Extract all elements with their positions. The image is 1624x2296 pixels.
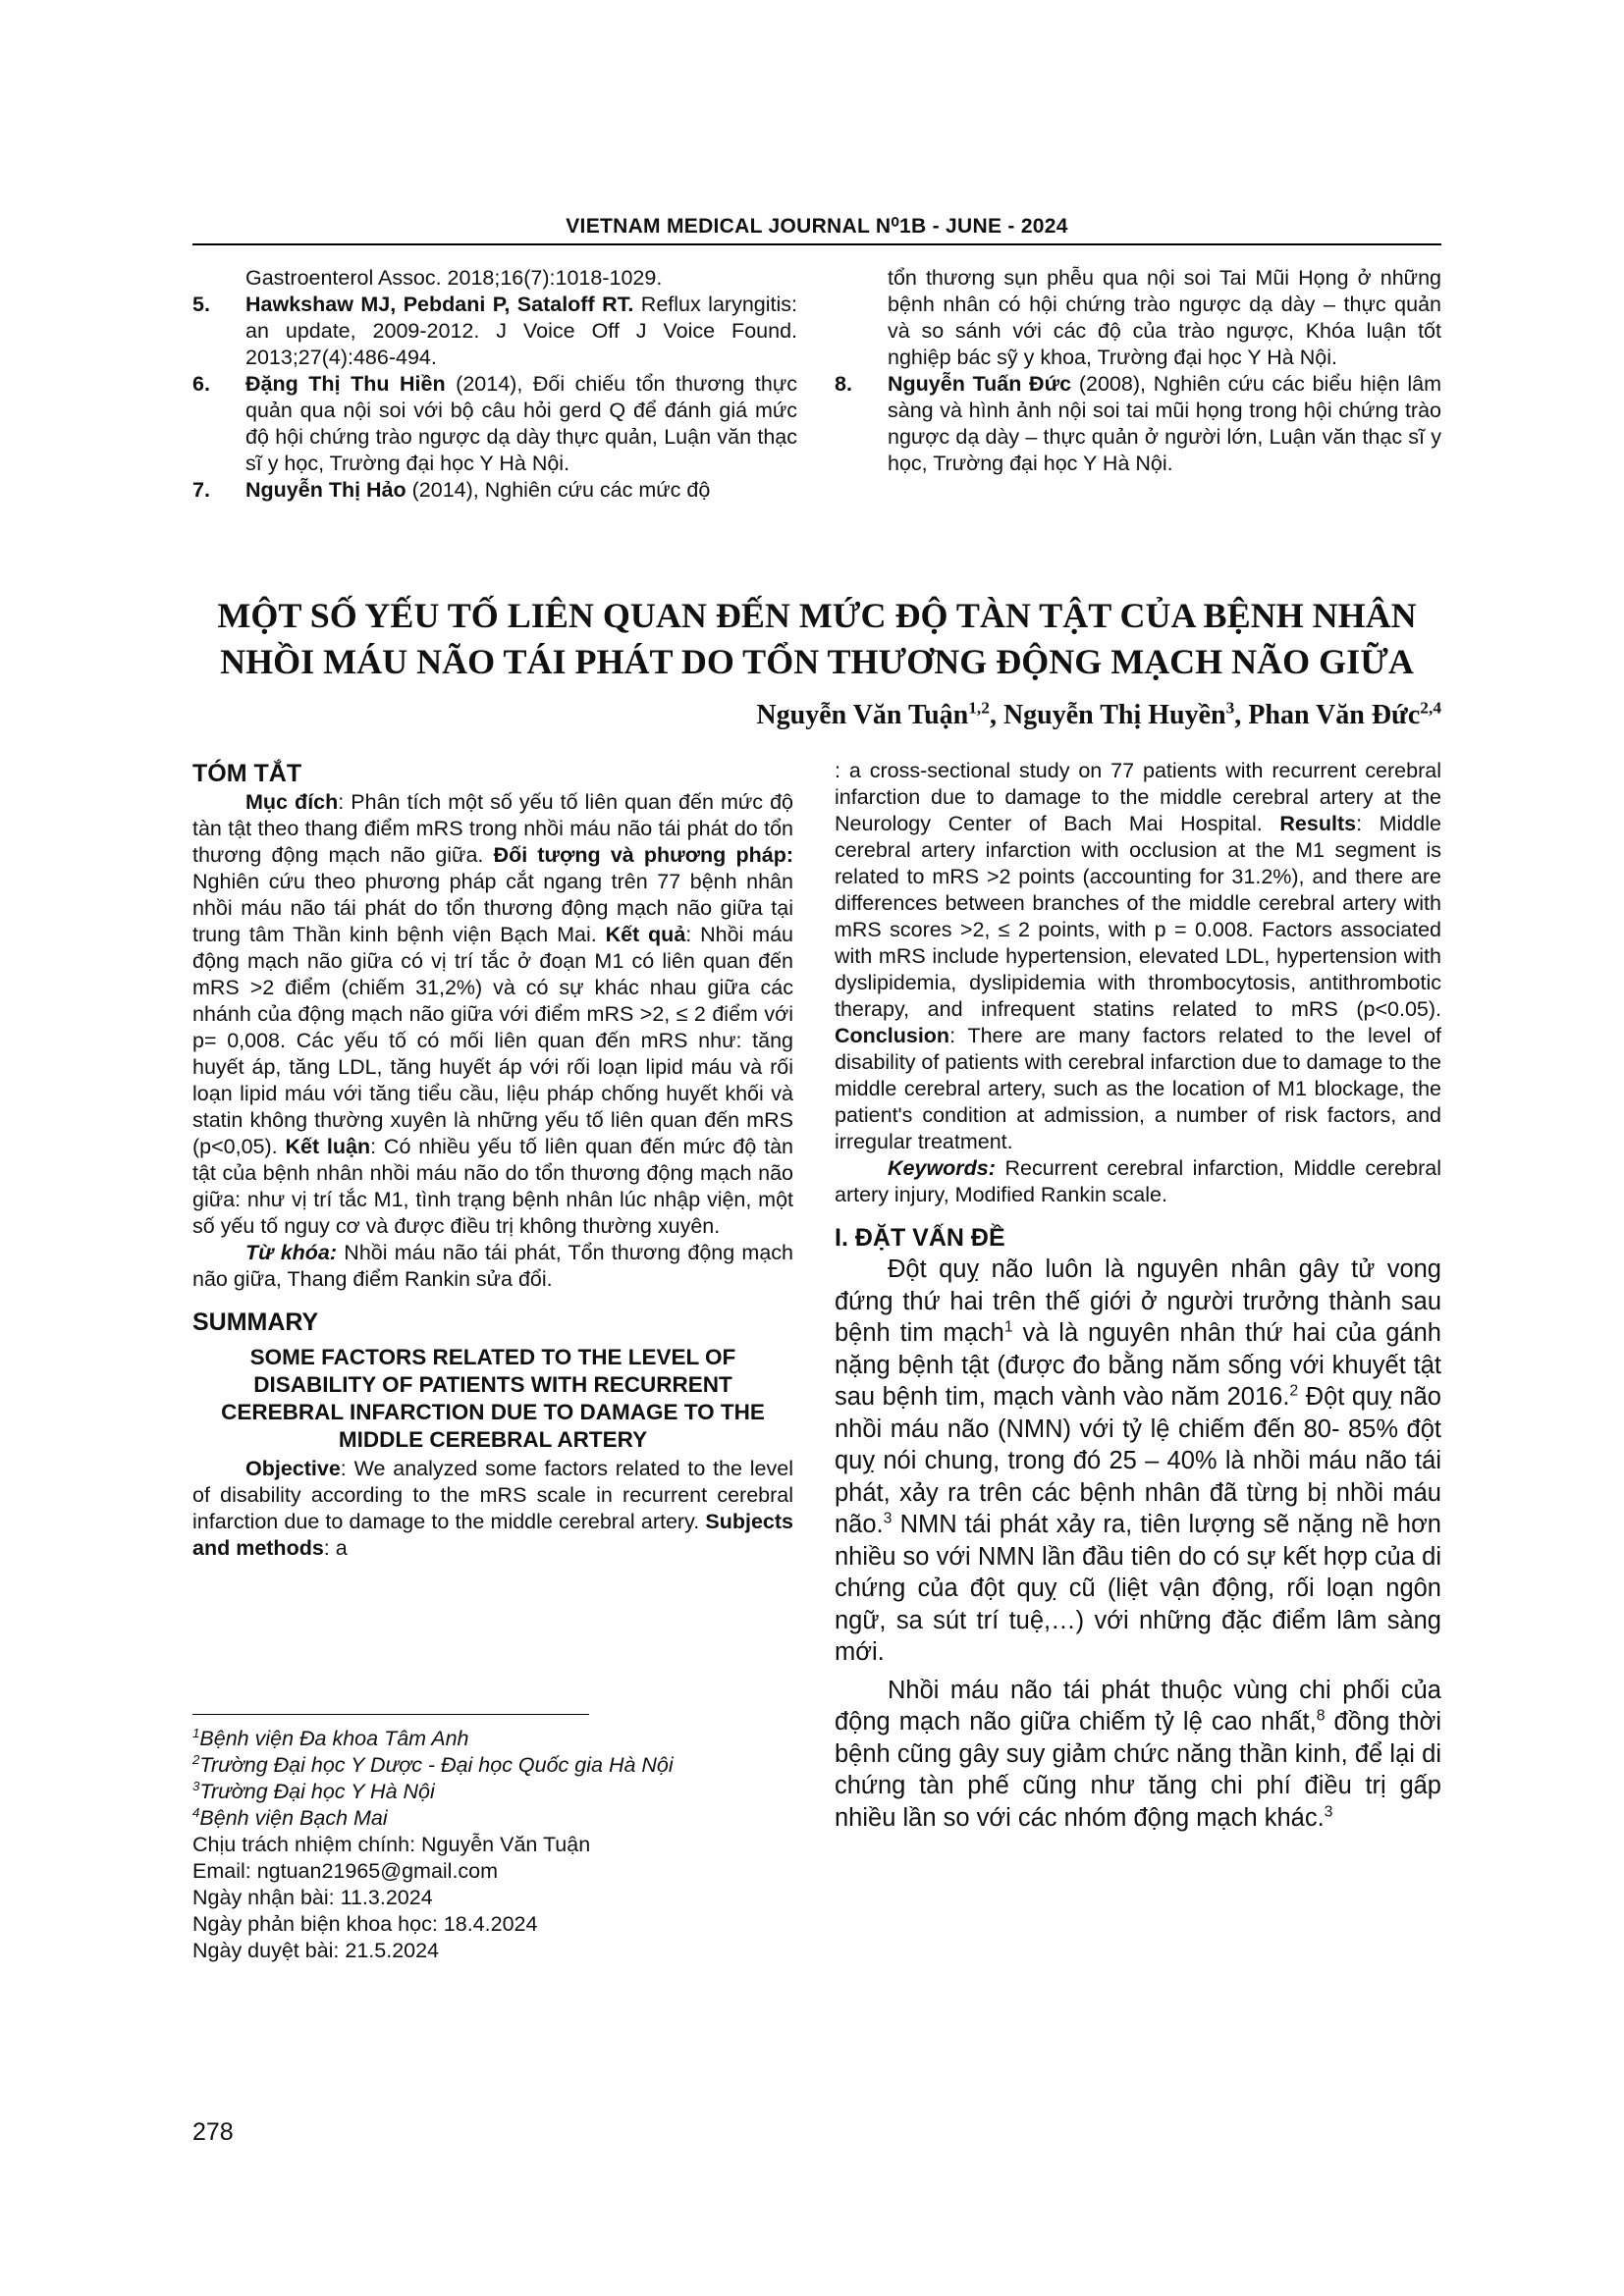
summary-text: : a cross-sectional study on 77 patients with recurrent cerebral infarction due to damage to the middle cerebral artery at the Neurology Center of Bach Mai Hospital.: [835, 759, 1441, 835]
footnote-rule: [192, 1714, 589, 1715]
summary-heading: SUMMARY: [192, 1308, 319, 1336]
reference-authors: Hawkshaw MJ, Pebdani P, Sataloff RT.: [245, 293, 634, 316]
intro-text: và là nguyên nhân thứ hai của gánh nặng bệnh tật (được đo bằng năm sống với khuyết tật sau bệnh tim, mạch vành vào năm 2016.: [835, 1319, 1441, 1411]
article-title-line-2: NHỒI MÁU NÃO TÁI PHÁT DO TỔN THƯƠNG ĐỘNG MẠCH NÃO GIỮA: [220, 642, 1414, 681]
reference-text: (2014), Nghiên cứu các mức độ: [406, 478, 711, 502]
article-title-line-1: MỘT SỐ YẾU TỐ LIÊN QUAN ĐẾN MỨC ĐỘ TÀN TẬT CỦA BỆNH NHÂN: [217, 596, 1417, 635]
summary-paragraph-cont: [835, 758, 1441, 1155]
intro-text: Đột quỵ não nhồi máu não (NMN) với tỷ lệ chiếm đến 80- 85% đột quỵ nói chung, trong đó 25 – 40% là nhồi máu não tái phát, xảy ra trên các bệnh nhân đã từng bị nhồi máu não.: [835, 1383, 1441, 1538]
summary-text: : There are many factors related to the level of disability of patients with cerebral infarction due to damage to the middle cerebral artery, such as the location of M1 blockage, the patient's condition at admission, a number of risk factors, and irregular treatment.: [835, 1024, 1441, 1153]
author-affiliation: 3: [1225, 698, 1235, 718]
author-separator: ,: [989, 700, 1003, 730]
journal-header: VIETNAM MEDICAL JOURNAL N⁰1B - JUNE - 2024: [192, 210, 1441, 245]
label-conclusion: Conclusion: [835, 1024, 950, 1047]
author-affiliation: 2,4: [1420, 698, 1441, 718]
affiliation-1: [192, 1726, 782, 1752]
intro-text: Nhồi máu não tái phát thuộc vùng chi phối của động mạch não giữa chiếm tỷ lệ cao nhất,: [835, 1676, 1441, 1735]
abstract-heading: TÓM TẮT: [192, 760, 302, 787]
responsible-author: Chịu trách nhiệm chính: Nguyễn Văn Tuận: [192, 1833, 591, 1856]
abstract-vi-paragraph: [192, 789, 793, 1240]
affiliation-3: [192, 1779, 782, 1805]
reference-item: [835, 265, 1441, 371]
intro-text: Đột quỵ não luôn là nguyên nhân gây tử vong đứng thứ hai trên thế giới ở người trưởng thành sau bệnh tim mạch: [835, 1255, 1441, 1347]
reference-text: Gastroenterol Assoc. 2018;16(7):1018-1029.: [245, 266, 663, 290]
label-keywords: Keywords:: [888, 1156, 996, 1180]
keywords-vi: [192, 1240, 793, 1293]
abstract-text: Nghiên cứu theo phương pháp cắt ngang trên 77 bệnh nhân nhồi máu não tái phát do tổn thương động mạch não giữa tại trung tâm Thần kinh bệnh viện Bạch Mai.: [192, 870, 793, 946]
summary-text-cont: : a: [323, 1536, 348, 1560]
reference-number: 8.: [835, 372, 852, 396]
summary-paragraph: [192, 1456, 793, 1562]
affiliation-2: [192, 1752, 782, 1779]
footnotes: [192, 1726, 782, 1964]
keywords-en: [835, 1155, 1441, 1208]
author-affiliation: 1,2: [968, 698, 990, 718]
introduction-body: [835, 1254, 1441, 1834]
reference-text: Reflux laryngitis: an update, 2009-2012. J Voice Off J Voice Found. 2013;27(4):486-494.: [245, 293, 797, 369]
keywords-text: Recurrent cerebral infarction, Middle cerebral artery injury, Modified Rankin scale.: [835, 1156, 1441, 1206]
reference-item: [192, 477, 797, 504]
author-separator: ,: [1234, 700, 1249, 730]
label-ket-qua: Kết quả: [605, 923, 686, 946]
footnote-text: Bệnh viện Bạch Mai: [199, 1806, 388, 1830]
keywords-text: Nhồi máu não tái phát, Tổn thương động mạch não giữa, Thang điểm Rankin sửa đổi.: [192, 1241, 793, 1291]
abstract-text: : Phân tích một số yếu tố liên quan đến mức độ tàn tật theo thang điểm mRS trong nhồi máu não tái phát do tổn thương động mạch não giữa.: [192, 790, 794, 867]
footnote-marker: 3: [192, 1778, 200, 1793]
footnote-text: Trường Đại học Y Hà Nội: [199, 1780, 435, 1803]
reference-text: tổn thương sụn phễu qua nội soi Tai Mũi Họng ở những bệnh nhân có hội chứng trào ngược dạ dày – thực quản và so sánh với các độ của trào ngược, Khóa luận tốt nghiệp bác sỹ y khoa, Trường đại học Y Hà Nội.: [888, 266, 1441, 369]
reference-item: [192, 265, 797, 292]
right-column: [835, 758, 1441, 1834]
affiliation-4: [192, 1805, 782, 1832]
reference-text: (2014), Đối chiếu tổn thương thực quản qua nội soi với bộ câu hỏi gerd Q để đánh giá mức độ hội chứng trào ngược dạ dày thực quản, Luận văn thạc sĩ y học, Trường đại học Y Hà Nội.: [245, 372, 797, 475]
citation: 8: [1316, 1707, 1326, 1725]
author-name: Phan Văn Đức: [1248, 700, 1421, 730]
reference-item: [192, 292, 797, 371]
section-heading-introduction: I. ĐẶT VẤN ĐỀ: [835, 1224, 1005, 1252]
footnote-marker: 4: [192, 1804, 200, 1820]
reference-authors: Nguyễn Tuấn Đức: [888, 372, 1072, 396]
label-tu-khoa: Từ khóa:: [245, 1241, 338, 1264]
label-subjects: Subjects and methods: [192, 1510, 793, 1560]
article-title: [192, 593, 1441, 685]
footnote-marker: 2: [192, 1751, 200, 1767]
label-results: Results: [1279, 812, 1357, 835]
intro-text: NMN tái phát xảy ra, tiên lượng sẽ nặng nề hơn nhiều so với NMN lần đầu tiên do có sự kết hợp của di chứng của đột quỵ cũ (liệt vận động, rối loạn ngôn ngữ, sa sút trí tuệ,…) với những đặc điểm lâm sàng mới.: [835, 1511, 1441, 1666]
label-ket-luan: Kết luận: [285, 1135, 371, 1158]
reference-text: (2008), Nghiên cứu các biểu hiện lâm sàng và hình ảnh nội soi tai mũi họng trong hội chứng trào ngược dạ dày – thực quản ở người lớn, Luận văn thạc sĩ y học, Trường đại học Y Hà Nội.: [888, 372, 1441, 475]
footnote-text: Bệnh viện Đa khoa Tâm Anh: [199, 1727, 469, 1750]
abstract-text: : Nhồi máu động mạch não giữa có vị trí tắc ở đoạn M1 có liên quan đến mRS >2 điểm (chiếm 31,2%) và có sự khác nhau giữa các nhánh của động mạch não giữa với điểm mRS >2, ≤ 2 điểm với p= 0,008. Các yếu tố có mối liên quan đến mRS như: tăng huyết áp, tăng LDL, tăng huyết áp với rối loạn lipid máu và rối loạn lipid máu với tăng tiểu cầu, liệu pháp chống huyết khối và statin không thường xuyên là những yếu tố liên quan đến mRS (p<0,05).: [192, 923, 793, 1158]
references-left: [192, 265, 797, 504]
summary-text: : Middle cerebral artery infarction with occlusion at the M1 segment is related to mRS >2 points (accounting for 31.2%), and there are differences between branches of the middle cerebral artery with mRS scores >2, ≤ 2 points, with p = 0.008. Factors associated with mRS include hypertension, elevated LDL, hypertension with dyslipidemia, dyslipidemia with thrombocytosis, antithrombotic therapy, and infrequent statins related to mRS (p<0.05).: [835, 812, 1441, 1021]
author-list: [192, 699, 1441, 732]
footnote-text: Trường Đại học Y Dược - Đại học Quốc gia Hà Nội: [199, 1753, 674, 1777]
references-right: [835, 265, 1441, 477]
summary-text: : We analyzed some factors related to the level of disability according to the mRS scale in recurrent cerebral infarction due to damage to the middle cerebral artery.: [192, 1457, 793, 1533]
left-column: [192, 758, 793, 1562]
date-received: Ngày nhận bài: 11.3.2024: [192, 1886, 433, 1909]
date-reviewed: Ngày phản biện khoa học: 18.4.2024: [192, 1912, 538, 1936]
abstract-text: : Có nhiều yếu tố liên quan đến mức độ tàn tật của bệnh nhân nhồi máu não do tổn thương động mạch não giữa: như vị trí tắc M1, tình trạng bệnh nhân lúc nhập viện, một số yếu tố nguy cơ và được điều trị không thường xuyên.: [192, 1135, 793, 1238]
label-objective: Objective: [245, 1457, 341, 1480]
reference-authors: Đặng Thị Thu Hiền: [245, 372, 446, 396]
reference-number: 7.: [192, 478, 210, 502]
footnote-marker: 1: [192, 1725, 200, 1740]
intro-paragraph-1: [835, 1254, 1441, 1669]
citation: 1: [1003, 1318, 1013, 1336]
author-email: Email: ngtuan21965@gmail.com: [192, 1859, 499, 1883]
label-muc-dich: Mục đích: [245, 790, 339, 814]
page-number: 278: [192, 2118, 234, 2146]
summary-title: SOME FACTORS RELATED TO THE LEVEL OF DISABILITY OF PATIENTS WITH RECURRENT CEREBRAL INFARCTION DUE TO DAMAGE TO THE MIDDLE CEREBRAL ARTERY: [221, 1345, 765, 1452]
citation: 3: [883, 1510, 893, 1527]
intro-text: đồng thời bệnh cũng gây suy giảm chức năng thần kinh, để lại di chứng tàn phế cũng như tăng chi phí điều trị gấp nhiều lần so với các nhóm động mạch khác.: [835, 1708, 1441, 1832]
reference-number: 5.: [192, 293, 210, 316]
label-doi-tuong: Đối tượng và phương pháp:: [493, 843, 793, 867]
reference-item: [835, 371, 1441, 477]
author-name: Nguyễn Văn Tuận: [756, 700, 969, 730]
date-accepted: Ngày duyệt bài: 21.5.2024: [192, 1939, 440, 1962]
reference-item: [192, 371, 797, 477]
intro-paragraph-2: [835, 1675, 1441, 1835]
author-name: Nguyễn Thị Huyền: [1002, 700, 1226, 730]
reference-number: 6.: [192, 372, 210, 396]
reference-authors: Nguyễn Thị Hảo: [245, 478, 406, 502]
citation: 3: [1324, 1803, 1333, 1820]
citation: 2: [1289, 1382, 1299, 1400]
